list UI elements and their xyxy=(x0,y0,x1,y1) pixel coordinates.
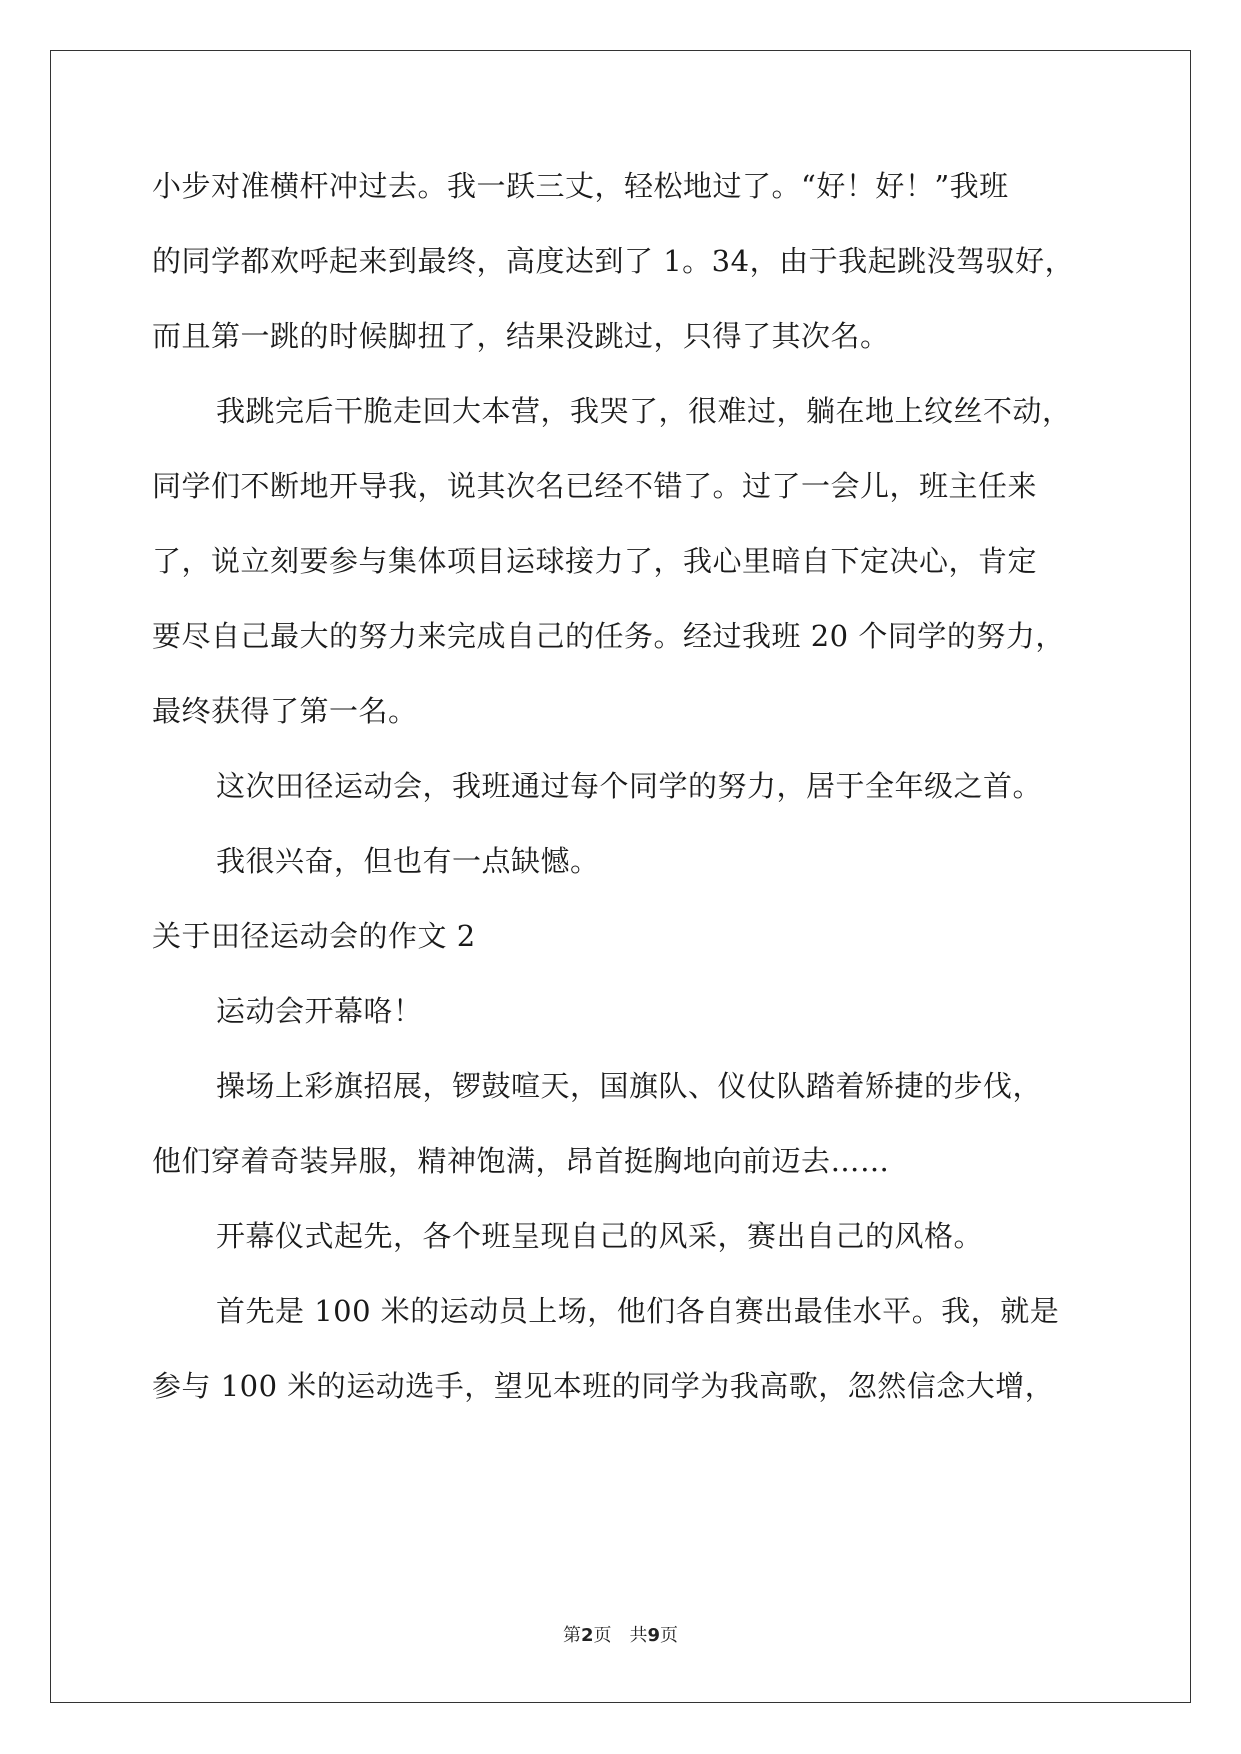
paragraph-first-line: 运动会开幕咯！ xyxy=(216,994,423,1028)
page-suffix: 页 xyxy=(660,1625,679,1646)
page-current: 2 xyxy=(580,1625,594,1646)
text-line: 的同学都欢呼起来到最终，高度达到了 1。34，由于我起跳没驾驭好， xyxy=(152,244,1075,278)
text-line: 参与 100 米的运动选手，望见本班的同学为我高歌，忽然信念大增， xyxy=(152,1369,1055,1403)
text-line: 小步对准横杆冲过去。我一跃三丈，轻松地过了。“好！好！”我班 xyxy=(152,169,1009,203)
page-mid: 页 共 xyxy=(593,1625,648,1646)
paragraph-first-line: 我跳完后干脆走回大本营，我哭了，很难过，躺在地上纹丝不动， xyxy=(216,394,1072,428)
paragraph-first-line: 开幕仪式起先，各个班呈现自己的风采，赛出自己的风格。 xyxy=(216,1219,984,1253)
page-prefix: 第 xyxy=(562,1625,581,1646)
paragraph-first-line: 操场上彩旗招展，锣鼓喧天，国旗队、仪仗队踏着矫捷的步伐， xyxy=(216,1069,1043,1103)
text-line: 同学们不断地开导我，说其次名已经不错了。过了一会儿，班主任来 xyxy=(152,469,1038,503)
paragraph-first-line: 这次田径运动会，我班通过每个同学的努力，居于全年级之首。 xyxy=(216,769,1043,803)
text-line: 了，说立刻要参与集体项目运球接力了，我心里暗自下定决心，肯定 xyxy=(152,544,1038,578)
page-number-footer xyxy=(0,1624,1241,1648)
page-total: 9 xyxy=(647,1625,661,1646)
text-line: 他们穿着奇装异服，精神饱满，昂首挺胸地向前迈去…… xyxy=(152,1144,890,1178)
text-line: 而且第一跳的时候脚扭了，结果没跳过，只得了其次名。 xyxy=(152,319,890,353)
paragraph-first-line: 我很兴奋，但也有一点缺憾。 xyxy=(216,844,600,878)
paragraph-first-line: 首先是 100 米的运动员上场，他们各自赛出最佳水平。我，就是 xyxy=(216,1294,1060,1328)
text-line: 最终获得了第一名。 xyxy=(152,694,418,728)
text-line: 要尽自己最大的努力来完成自己的任务。经过我班 20 个同学的努力， xyxy=(152,619,1065,653)
section-heading: 关于田径运动会的作文 2 xyxy=(152,919,476,953)
